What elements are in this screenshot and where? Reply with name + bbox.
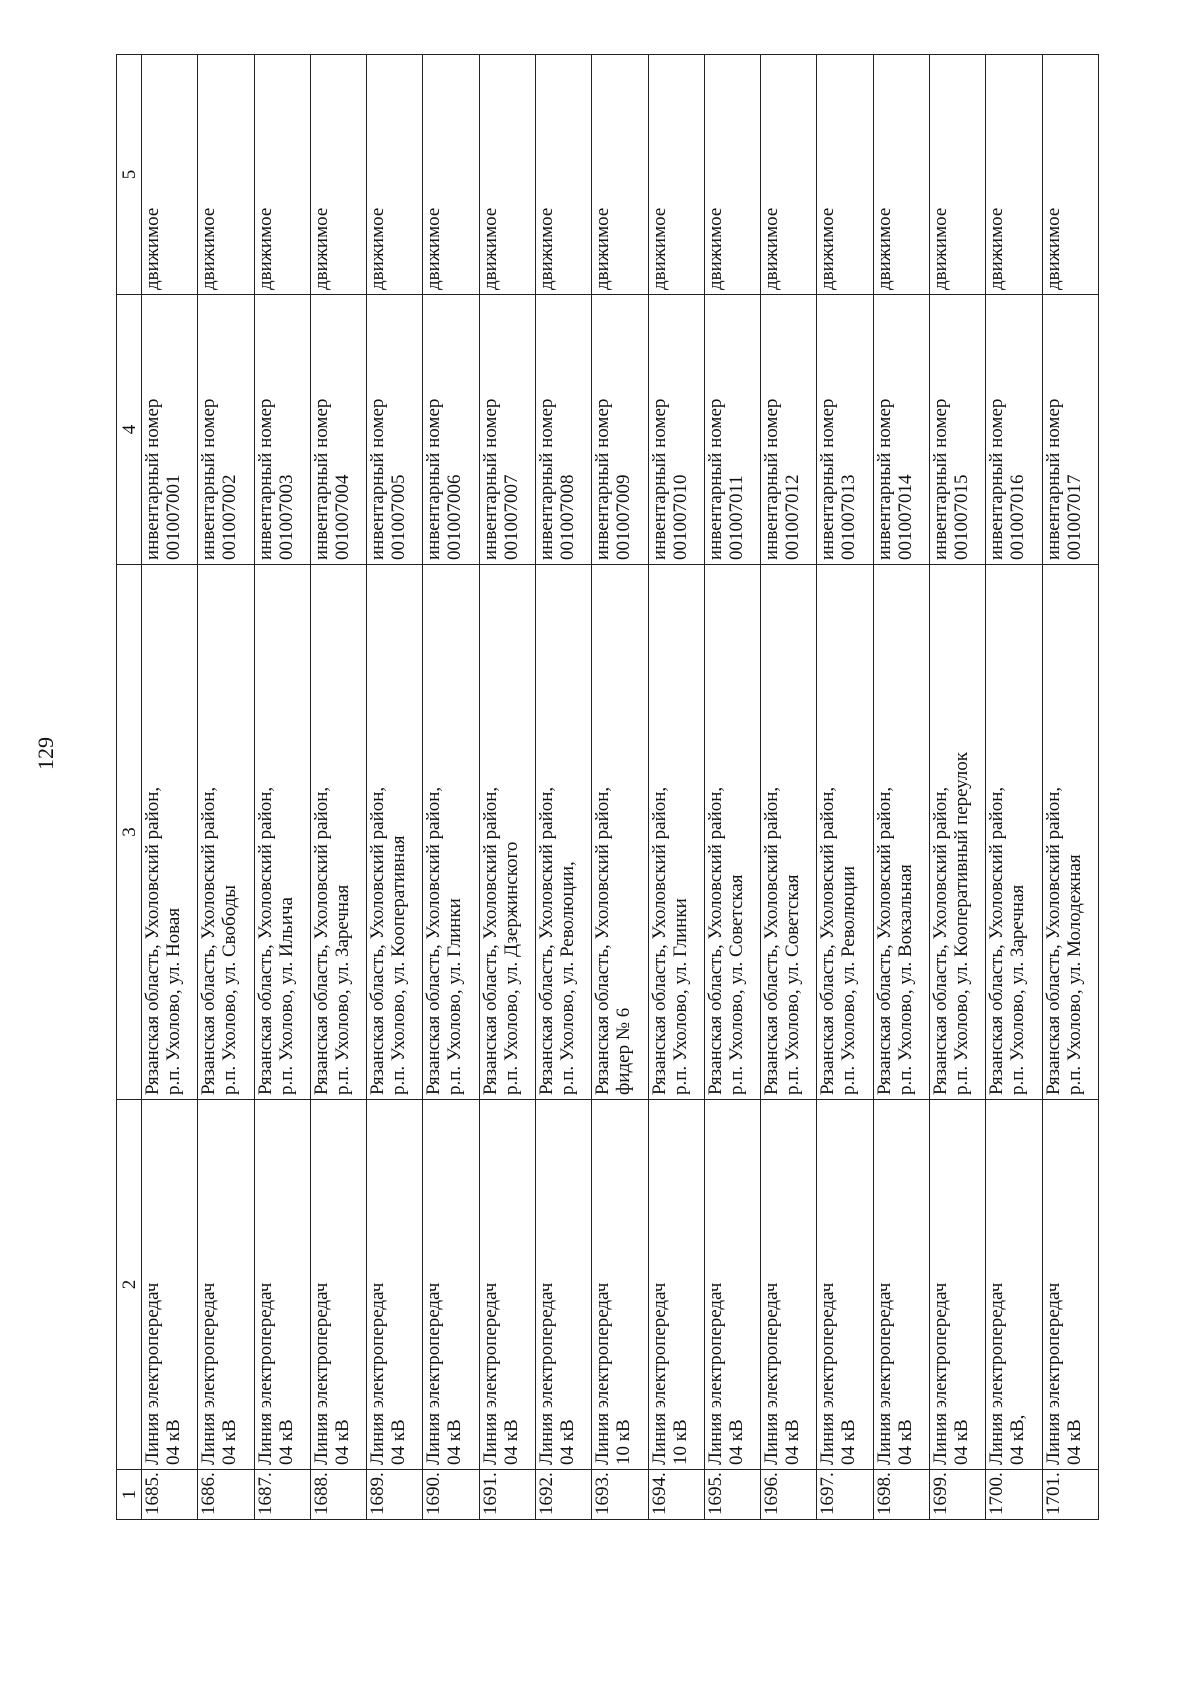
inventory-cell xyxy=(929,295,985,565)
inventory-line: 001007011 xyxy=(725,475,747,560)
object-name-line: Линия электропередач xyxy=(198,1282,220,1465)
inventory-line: инвентарный номер xyxy=(142,398,163,560)
inventory-line: инвентарный номер xyxy=(592,398,614,560)
address-cell xyxy=(986,565,1042,1100)
table-row xyxy=(873,55,929,1520)
object-name-cell xyxy=(310,1100,366,1470)
address-line: р.п. Ухолово, ул. Революции, xyxy=(556,861,578,1095)
address-line: фидер № 6 xyxy=(613,1007,635,1095)
property-table xyxy=(116,54,1099,1520)
inventory-line: 001007010 xyxy=(669,474,691,560)
address-line: Рязанская область, Ухоловский район, xyxy=(310,786,332,1095)
address-line: р.п. Ухолово, ул. Ильича xyxy=(275,897,297,1095)
object-name-cell xyxy=(423,1100,479,1470)
inventory-line: 001007016 xyxy=(1007,474,1029,560)
inventory-line: инвентарный номер xyxy=(310,398,332,560)
object-name-cell xyxy=(929,1100,985,1470)
property-type-cell: движимое xyxy=(817,55,873,295)
table-row xyxy=(367,55,423,1520)
object-name-cell xyxy=(535,1100,591,1470)
inventory-line: 001007001 xyxy=(163,474,184,560)
table-row xyxy=(817,55,873,1520)
object-name-line: Линия электропередач xyxy=(254,1282,276,1465)
column-header-5: 5 xyxy=(117,55,142,295)
address-line: Рязанская область, Ухоловский район, xyxy=(704,786,726,1095)
address-line: р.п. Ухолово, ул. Кооперативный переулок xyxy=(950,752,972,1095)
inventory-line: 001007014 xyxy=(894,474,916,560)
address-cell xyxy=(929,565,985,1100)
address-line: Рязанская область, Ухоловский район, xyxy=(986,786,1008,1095)
object-name-cell xyxy=(986,1100,1042,1470)
object-name-line: 04 кВ xyxy=(331,1419,353,1465)
object-name-cell xyxy=(592,1100,648,1470)
property-type-cell: движимое xyxy=(873,55,929,295)
address-cell xyxy=(1042,565,1099,1100)
object-name-line: 04 кВ xyxy=(500,1419,522,1465)
table-row xyxy=(761,55,817,1520)
object-name-cell xyxy=(479,1100,535,1470)
property-type-cell: движимое xyxy=(761,55,817,295)
inventory-line: инвентарный номер xyxy=(423,398,445,560)
object-name-line: Линия электропередач xyxy=(423,1282,445,1465)
inventory-line: 001007008 xyxy=(556,474,578,560)
address-line: р.п. Ухолово, ул. Новая xyxy=(163,907,184,1095)
row-number-cell: 1688. xyxy=(310,1470,366,1520)
row-number-cell: 1701. xyxy=(1042,1470,1099,1520)
inventory-cell xyxy=(479,295,535,565)
address-line: Рязанская область, Ухоловский район, xyxy=(648,786,670,1095)
address-line: р.п. Ухолово, ул. Глинки xyxy=(444,898,466,1095)
table-row xyxy=(704,55,760,1520)
inventory-line: 001007012 xyxy=(782,474,804,560)
row-number-cell: 1696. xyxy=(761,1470,817,1520)
row-number-cell: 1693. xyxy=(592,1470,648,1520)
object-name-line: Линия электропередач xyxy=(648,1282,670,1465)
table-row xyxy=(986,55,1042,1520)
address-cell xyxy=(648,565,704,1100)
object-name-line: 04 кВ xyxy=(388,1419,410,1465)
table-row xyxy=(310,55,366,1520)
inventory-line: инвентарный номер xyxy=(198,398,220,560)
object-name-line: Линия электропередач xyxy=(761,1282,783,1465)
address-line: Рязанская область, Ухоловский район, xyxy=(1042,786,1064,1095)
inventory-cell xyxy=(535,295,591,565)
address-cell xyxy=(817,565,873,1100)
address-line: р.п. Ухолово, ул. Вокзальная xyxy=(894,864,916,1095)
table-row xyxy=(929,55,985,1520)
inventory-line: инвентарный номер xyxy=(986,398,1008,560)
property-type-cell: движимое xyxy=(1042,55,1099,295)
address-line: Рязанская область, Ухоловский район, xyxy=(535,786,557,1095)
inventory-line: инвентарный номер xyxy=(367,398,389,560)
inventory-cell xyxy=(254,295,310,565)
table-row xyxy=(142,55,198,1520)
property-type-cell: движимое xyxy=(479,55,535,295)
object-name-line: 04 кВ, xyxy=(1007,1414,1029,1465)
address-line: Рязанская область, Ухоловский район, xyxy=(142,786,163,1095)
inventory-cell xyxy=(986,295,1042,565)
table-row xyxy=(1042,55,1099,1520)
row-number-cell: 1694. xyxy=(648,1470,704,1520)
address-cell xyxy=(479,565,535,1100)
address-line: р.п. Ухолово, ул. Молодежная xyxy=(1063,854,1085,1095)
inventory-cell xyxy=(367,295,423,565)
inventory-line: инвентарный номер xyxy=(817,398,839,560)
inventory-line: 001007002 xyxy=(219,474,241,560)
row-number-cell: 1695. xyxy=(704,1470,760,1520)
column-number-row xyxy=(117,55,142,1520)
table-row xyxy=(479,55,535,1520)
object-name-cell xyxy=(254,1100,310,1470)
property-type-cell: движимое xyxy=(367,55,423,295)
table-row xyxy=(535,55,591,1520)
inventory-line: 001007015 xyxy=(950,474,972,560)
inventory-line: инвентарный номер xyxy=(704,398,726,560)
address-line: Рязанская область, Ухоловский район, xyxy=(479,786,501,1095)
object-name-cell xyxy=(704,1100,760,1470)
address-line: Рязанская область, Ухоловский район, xyxy=(592,786,614,1095)
inventory-line: инвентарный номер xyxy=(479,398,501,560)
inventory-line: 001007004 xyxy=(331,474,353,560)
row-number-cell: 1698. xyxy=(873,1470,929,1520)
property-type-cell: движимое xyxy=(254,55,310,295)
address-cell xyxy=(310,565,366,1100)
property-type-cell: движимое xyxy=(310,55,366,295)
object-name-line: 04 кВ xyxy=(782,1419,804,1465)
object-name-cell xyxy=(648,1100,704,1470)
row-number-cell: 1700. xyxy=(986,1470,1042,1520)
column-header-4: 4 xyxy=(117,295,142,565)
inventory-cell xyxy=(1042,295,1099,565)
address-line: Рязанская область, Ухоловский район, xyxy=(817,786,839,1095)
inventory-line: 001007007 xyxy=(500,474,522,560)
address-line: р.п. Ухолово, ул. Кооперативная xyxy=(388,835,410,1095)
object-name-cell xyxy=(761,1100,817,1470)
row-number-cell: 1690. xyxy=(423,1470,479,1520)
address-cell xyxy=(704,565,760,1100)
inventory-cell xyxy=(648,295,704,565)
address-line: Рязанская область, Ухоловский район, xyxy=(198,786,220,1095)
object-name-line: 04 кВ xyxy=(444,1419,466,1465)
address-cell xyxy=(592,565,648,1100)
inventory-line: инвентарный номер xyxy=(1042,398,1064,560)
table-row xyxy=(592,55,648,1520)
inventory-cell xyxy=(310,295,366,565)
object-name-cell xyxy=(367,1100,423,1470)
inventory-line: 001007013 xyxy=(838,474,860,560)
inventory-cell xyxy=(761,295,817,565)
row-number-cell: 1689. xyxy=(367,1470,423,1520)
inventory-line: инвентарный номер xyxy=(929,398,951,560)
object-name-cell xyxy=(1042,1100,1099,1470)
address-line: р.п. Ухолово, ул. Заречная xyxy=(1007,884,1029,1095)
inventory-cell xyxy=(873,295,929,565)
object-name-line: Линия электропередач xyxy=(310,1282,332,1465)
object-name-line: Линия электропередач xyxy=(142,1282,163,1465)
object-name-line: Линия электропередач xyxy=(1042,1282,1064,1465)
object-name-line: 10 кВ xyxy=(613,1419,635,1465)
object-name-line: Линия электропередач xyxy=(535,1282,557,1465)
address-line: р.п. Ухолово, ул. Советская xyxy=(725,874,747,1095)
object-name-line: 04 кВ xyxy=(219,1419,241,1465)
table-row xyxy=(254,55,310,1520)
address-cell xyxy=(142,565,198,1100)
address-cell xyxy=(761,565,817,1100)
row-number-cell: 1692. xyxy=(535,1470,591,1520)
address-line: Рязанская область, Ухоловский район, xyxy=(873,786,895,1095)
address-cell xyxy=(873,565,929,1100)
address-cell xyxy=(254,565,310,1100)
address-line: Рязанская область, Ухоловский район, xyxy=(761,786,783,1095)
object-name-line: 04 кВ xyxy=(894,1419,916,1465)
object-name-line: Линия электропередач xyxy=(479,1282,501,1465)
inventory-line: инвентарный номер xyxy=(873,398,895,560)
property-type-cell: движимое xyxy=(142,55,198,295)
address-cell xyxy=(423,565,479,1100)
inventory-line: инвентарный номер xyxy=(761,398,783,560)
object-name-line: 04 кВ xyxy=(838,1419,860,1465)
object-name-line: Линия электропередач xyxy=(592,1282,614,1465)
property-type-cell: движимое xyxy=(704,55,760,295)
object-name-line: 10 кВ xyxy=(669,1419,691,1465)
property-type-cell: движимое xyxy=(423,55,479,295)
property-type-cell: движимое xyxy=(929,55,985,295)
property-type-cell: движимое xyxy=(535,55,591,295)
inventory-cell xyxy=(592,295,648,565)
address-line: Рязанская область, Ухоловский район, xyxy=(423,786,445,1095)
row-number-cell: 1699. xyxy=(929,1470,985,1520)
object-name-line: Линия электропередач xyxy=(817,1282,839,1465)
address-line: р.п. Ухолово, ул. Заречная xyxy=(331,884,353,1095)
object-name-line: 04 кВ xyxy=(556,1419,578,1465)
object-name-line: 04 кВ xyxy=(1063,1419,1085,1465)
row-number-cell: 1685. xyxy=(142,1470,198,1520)
property-type-cell: движимое xyxy=(198,55,254,295)
inventory-line: инвентарный номер xyxy=(254,398,276,560)
inventory-cell xyxy=(198,295,254,565)
address-line: Рязанская область, Ухоловский район, xyxy=(929,786,951,1095)
object-name-cell xyxy=(873,1100,929,1470)
property-type-cell: движимое xyxy=(648,55,704,295)
row-number-cell: 1686. xyxy=(198,1470,254,1520)
address-cell xyxy=(367,565,423,1100)
object-name-cell xyxy=(817,1100,873,1470)
address-line: р.п. Ухолово, ул. Глинки xyxy=(669,898,691,1095)
property-type-cell: движимое xyxy=(986,55,1042,295)
inventory-cell xyxy=(704,295,760,565)
object-name-line: 04 кВ xyxy=(163,1419,184,1465)
inventory-line: 001007006 xyxy=(444,474,466,560)
object-name-line: Линия электропередач xyxy=(704,1282,726,1465)
inventory-cell xyxy=(423,295,479,565)
object-name-cell xyxy=(198,1100,254,1470)
object-name-cell xyxy=(142,1100,198,1470)
inventory-cell xyxy=(817,295,873,565)
object-name-line: Линия электропередач xyxy=(986,1282,1008,1465)
table-row xyxy=(648,55,704,1520)
inventory-line: инвентарный номер xyxy=(648,398,670,560)
inventory-line: 001007017 xyxy=(1063,474,1085,560)
property-type-cell: движимое xyxy=(592,55,648,295)
property-table-container xyxy=(116,55,1099,1520)
address-cell xyxy=(535,565,591,1100)
object-name-line: Линия электропередач xyxy=(873,1282,895,1465)
column-header-1: 1 xyxy=(117,1470,142,1520)
address-line: р.п. Ухолово, ул. Дзержинского xyxy=(500,841,522,1095)
page-number: 129 xyxy=(33,737,58,770)
object-name-line: 04 кВ xyxy=(950,1419,972,1465)
object-name-line: 04 кВ xyxy=(725,1419,747,1465)
row-number-cell: 1697. xyxy=(817,1470,873,1520)
address-line: р.п. Ухолово, ул. Советская xyxy=(782,874,804,1095)
address-line: Рязанская область, Ухоловский район, xyxy=(254,786,276,1095)
object-name-line: 04 кВ xyxy=(275,1419,297,1465)
row-number-cell: 1691. xyxy=(479,1470,535,1520)
inventory-line: 001007009 xyxy=(613,474,635,560)
object-name-line: Линия электропередач xyxy=(367,1282,389,1465)
object-name-line: Линия электропередач xyxy=(929,1282,951,1465)
table-body xyxy=(142,55,1099,1520)
inventory-cell xyxy=(142,295,198,565)
address-line: р.п. Ухолово, ул. Свободы xyxy=(219,884,241,1095)
address-line: р.п. Ухолово, ул. Революции xyxy=(838,866,860,1095)
inventory-line: 001007005 xyxy=(388,474,410,560)
inventory-line: инвентарный номер xyxy=(535,398,557,560)
address-line: Рязанская область, Ухоловский район, xyxy=(367,786,389,1095)
address-cell xyxy=(198,565,254,1100)
inventory-line: 001007003 xyxy=(275,474,297,560)
row-number-cell: 1687. xyxy=(254,1470,310,1520)
column-header-3: 3 xyxy=(117,565,142,1100)
table-row xyxy=(423,55,479,1520)
column-header-2: 2 xyxy=(117,1100,142,1470)
table-row xyxy=(198,55,254,1520)
